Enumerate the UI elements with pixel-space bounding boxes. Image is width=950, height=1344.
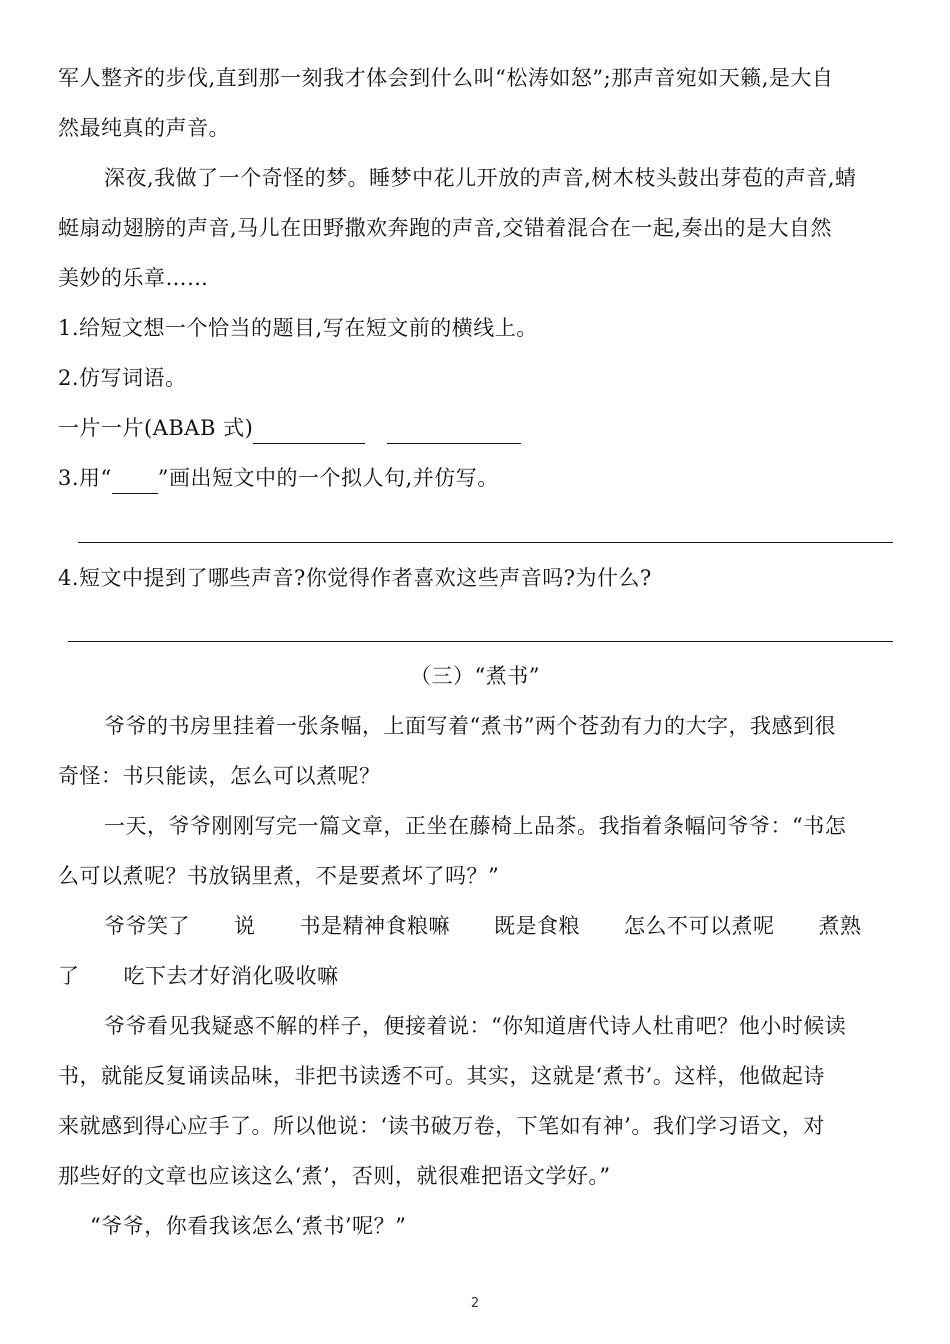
punctuation-exercise-line: 爷爷笑了 说 书是精神食粮嘛 既是食粮 怎么不可以煮呢 煮熟 xyxy=(104,914,862,938)
question-2-example-row xyxy=(58,412,521,444)
punctuation-exercise-line: 了 吃下去才好消化吸收嘛 xyxy=(58,964,339,988)
passage-line: 来就感到得心应手了。所以他说：‘读书破万卷，下笔如有神’。我们学习语文，对 xyxy=(58,1114,825,1138)
passage-title: （三）“煮书” xyxy=(410,664,540,688)
answer-blank[interactable] xyxy=(387,421,521,444)
passage-line: 么可以煮呢？书放锅里煮，不是要煮坏了吗？” xyxy=(58,864,500,888)
question-1: 1.给短文想一个恰当的题目,写在短文前的横线上。 xyxy=(58,316,538,340)
passage-line: 那些好的文章也应该这么‘煮’，否则，就很难把语文学好。” xyxy=(58,1164,611,1188)
answer-line[interactable] xyxy=(78,542,893,543)
passage-line: 军人整齐的步伐,直到那一刻我才体会到什么叫“松涛如怒”;那声音宛如天籁,是大自 xyxy=(58,66,834,90)
answer-line[interactable] xyxy=(68,641,893,642)
passage-line: 书，就能反复诵读品味，非把书读透不可。其实，这就是‘煮书’。这样，他做起诗 xyxy=(58,1064,825,1088)
passage-line: 然最纯真的声音。 xyxy=(58,116,230,140)
passage-line: “爷爷，你看我该怎么‘煮书’呢？” xyxy=(90,1214,407,1238)
passage-line: 爷爷看见我疑惑不解的样子，便接着说：“你知道唐代诗人杜甫吧？他小时候读 xyxy=(104,1014,847,1038)
question-4: 4.短文中提到了哪些声音?你觉得作者喜欢这些声音吗?为什么? xyxy=(58,566,652,590)
passage-line: 奇怪：书只能读，怎么可以煮呢？ xyxy=(58,764,381,788)
answer-blank[interactable] xyxy=(253,421,365,444)
passage-line: 美妙的乐章…… xyxy=(58,266,209,290)
passage-line: 深夜,我做了一个奇怪的梦。睡梦中花儿开放的声音,树木枝头鼓出芽苞的声音,蜻 xyxy=(104,166,857,190)
page-number: 2 xyxy=(470,1296,480,1311)
question-2: 2.仿写词语。 xyxy=(58,366,187,390)
underline-sample xyxy=(112,471,158,494)
passage-line: 蜓扇动翅膀的声音,马儿在田野撒欢奔跑的声音,交错着混合在一起,奏出的是大自然 xyxy=(58,216,833,240)
passage-line: 爷爷的书房里挂着一张条幅，上面写着“煮书”两个苍劲有力的大字，我感到很 xyxy=(104,714,836,738)
question-2-example: 一片一片(ABAB 式) xyxy=(58,416,254,440)
passage-line: 一天，爷爷刚刚写完一篇文章，正坐在藤椅上品茶。我指着条幅问爷爷：“书怎 xyxy=(104,814,847,838)
question-3: 3.用“ ”画出短文中的一个拟人句,并仿写。 xyxy=(58,462,499,494)
